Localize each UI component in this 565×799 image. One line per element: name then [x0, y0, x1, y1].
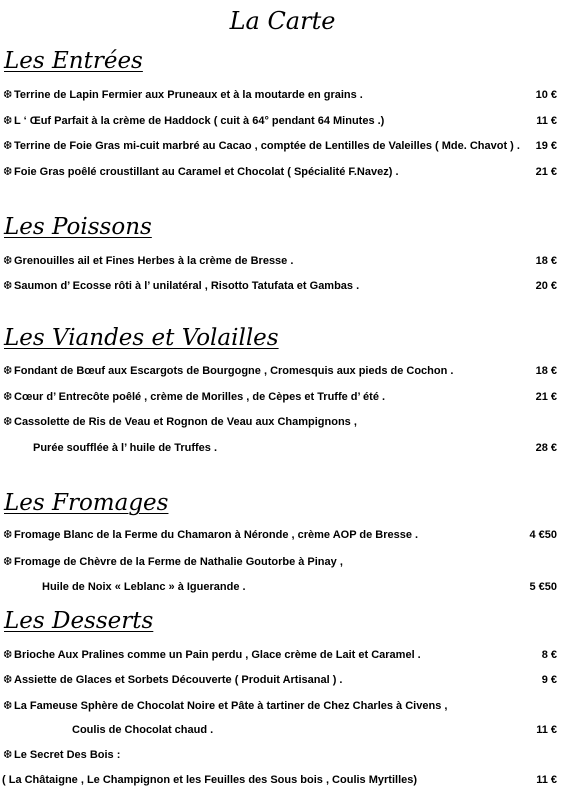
menu-item: [0, 137, 565, 155]
item-description: Terrine de Foie Gras mi-cuit marbré au Cacao , comptée de Lentilles de Valeilles ( Mde. Chavot ) .: [14, 140, 520, 152]
item-description: Fondant de Bœuf aux Escargots de Bourgogne , Cromesquis aux pieds de Cochon .: [14, 365, 454, 377]
section-title-viandes: Les Viandes et Volailles: [4, 325, 279, 351]
snowflake-icon: ❆: [3, 416, 13, 428]
menu-item: [0, 553, 565, 571]
snowflake-icon: ❆: [3, 556, 13, 568]
item-price: 11 €: [536, 724, 557, 736]
item-description: Fromage de Chèvre de la Ferme de Nathalie Goutorbe à Pinay ,: [14, 556, 343, 568]
item-description: Foie Gras poêlé croustillant au Caramel et Chocolat ( Spécialité F.Navez) .: [14, 166, 399, 178]
menu-item: [0, 697, 565, 715]
menu-item: [0, 112, 565, 130]
item-description: Huile de Noix « Leblanc » à Iguerande .: [42, 581, 246, 593]
item-price: 20 €: [535, 280, 557, 292]
page-title: La Carte: [229, 7, 336, 35]
menu-item: [0, 671, 565, 689]
snowflake-icon: ❆: [3, 649, 13, 661]
snowflake-icon: ❆: [3, 749, 13, 761]
item-description: L ‘ Œuf Parfait à la crème de Haddock ( cuit à 64° pendant 64 Minutes .): [14, 115, 385, 127]
item-price: 8 €: [541, 649, 557, 661]
section-title-desserts: Les Desserts: [4, 608, 154, 634]
item-price: 21 €: [535, 166, 557, 178]
item-price: 28 €: [535, 442, 557, 454]
snowflake-icon: ❆: [3, 140, 13, 152]
menu-item: [0, 646, 565, 664]
item-price: 5 €50: [529, 581, 557, 593]
snowflake-icon: ❆: [3, 255, 13, 267]
item-price: 18 €: [535, 255, 557, 267]
menu-item-continuation: [0, 578, 565, 596]
item-description: Purée soufflée à l’ huile de Truffes .: [33, 442, 217, 454]
item-description: Assiette de Glaces et Sorbets Découverte ( Produit Artisanal ) .: [14, 674, 343, 686]
menu-item: [0, 252, 565, 270]
item-description: Coulis de Chocolat chaud .: [72, 724, 214, 736]
menu-item: [0, 388, 565, 406]
item-price: 9 €: [541, 674, 557, 686]
menu-item-continuation: [0, 439, 565, 457]
item-description: ( La Châtaigne , Le Champignon et les Feuilles des Sous bois , Coulis Myrtilles): [2, 774, 418, 786]
item-description: Le Secret Des Bois :: [14, 749, 121, 761]
item-description: Terrine de Lapin Fermier aux Pruneaux et à la moutarde en grains .: [14, 89, 363, 101]
section-title-fromages: Les Fromages: [4, 490, 169, 516]
menu-item: [0, 86, 565, 104]
item-price: 4 €50: [529, 529, 557, 541]
item-description: La Fameuse Sphère de Chocolat Noire et Pâte à tartiner de Chez Charles à Civens ,: [14, 700, 448, 712]
item-description: Brioche Aux Pralines comme un Pain perdu , Glace crème de Lait et Caramel .: [14, 649, 421, 661]
menu-item: [0, 277, 565, 295]
menu-item: [0, 746, 565, 764]
item-price: 11 €: [536, 115, 557, 127]
snowflake-icon: ❆: [3, 280, 13, 292]
menu-item: [0, 362, 565, 380]
menu-item: [0, 413, 565, 431]
item-price: 19 €: [535, 140, 557, 152]
item-description: Cœur d’ Entrecôte poêlé , crème de Morilles , de Cèpes et Truffe d’ été .: [14, 391, 386, 403]
item-description: Cassolette de Ris de Veau et Rognon de Veau aux Champignons ,: [14, 416, 357, 428]
snowflake-icon: ❆: [3, 115, 13, 127]
snowflake-icon: ❆: [3, 700, 13, 712]
snowflake-icon: ❆: [3, 365, 13, 377]
snowflake-icon: ❆: [3, 391, 13, 403]
snowflake-icon: ❆: [3, 166, 13, 178]
item-description: Fromage Blanc de la Ferme du Chamaron à Néronde , crème AOP de Bresse .: [14, 529, 419, 541]
snowflake-icon: ❆: [3, 89, 13, 101]
menu-item-continuation: [0, 721, 565, 739]
section-title-entrees: Les Entrées: [4, 48, 143, 74]
menu-item-continuation: [0, 771, 565, 789]
item-description: Saumon d’ Ecosse rôti à l’ unilatéral , Risotto Tatufata et Gambas .: [14, 280, 360, 292]
item-description: Grenouilles ail et Fines Herbes à la crème de Bresse .: [14, 255, 294, 267]
item-price: 21 €: [535, 391, 557, 403]
item-price: 10 €: [535, 89, 557, 101]
item-price: 11 €: [536, 774, 557, 786]
menu-item: [0, 526, 565, 544]
snowflake-icon: ❆: [3, 529, 13, 541]
snowflake-icon: ❆: [3, 674, 13, 686]
section-title-poissons: Les Poissons: [4, 214, 152, 240]
item-price: 18 €: [535, 365, 557, 377]
menu-item: [0, 163, 565, 181]
